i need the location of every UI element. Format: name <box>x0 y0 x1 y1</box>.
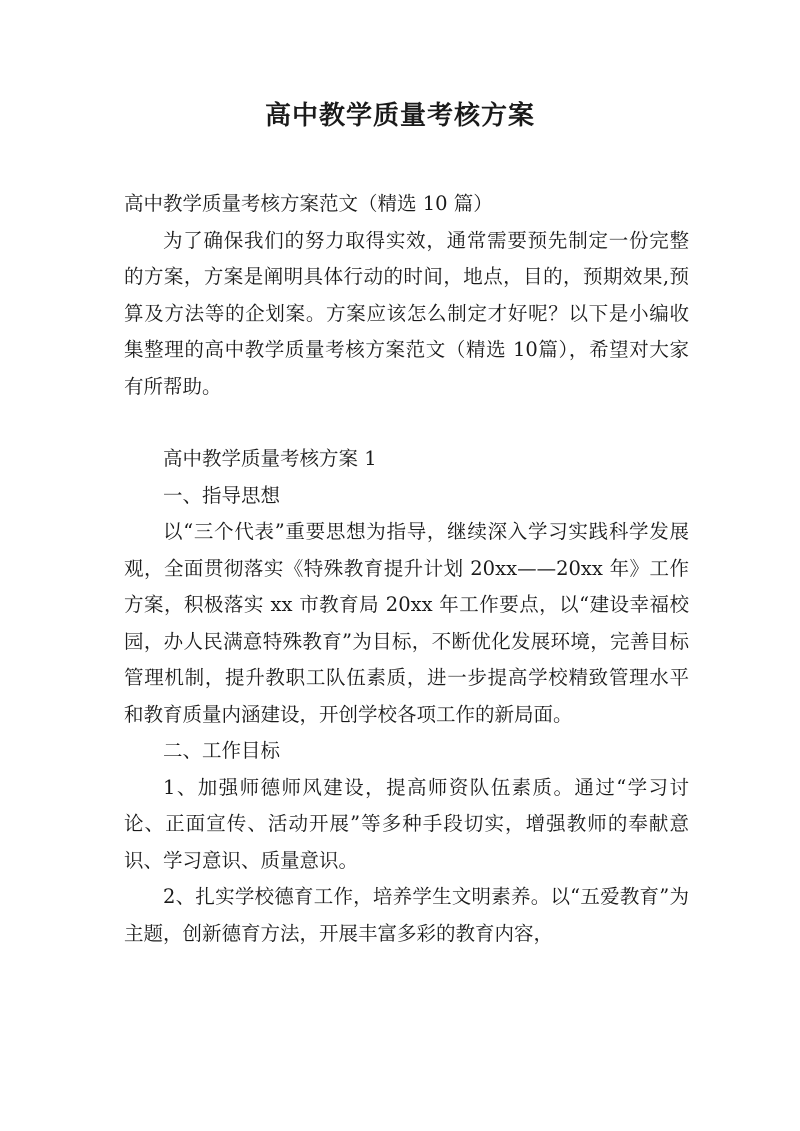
intro-paragraph: 为了确保我们的努力取得实效，通常需要预先制定一份完整的方案，方案是阐明具体行动的时间，地点，目的，预期效果,预算及方法等的企划案。方案应该怎么制定才好呢？以下是小编收集整理的高中教学质量考核方案范文（精选 10篇），希望对大家有所帮助。 <box>124 228 689 398</box>
document-body <box>124 186 689 952</box>
document-title: 高中教学质量考核方案 <box>264 101 535 131</box>
goal-1-paragraph: 1、加强师德师风建设，提高师资队伍素质。通过“学习讨论、正面宣传、活动开展”等多种手段切实，增强教师的奉献意识、学习意识、质量意识。 <box>124 775 689 872</box>
section-heading: 高中教学质量考核方案 1 <box>163 447 377 470</box>
paragraph-spacer <box>124 405 689 441</box>
goal-2-paragraph: 2、扎实学校德育工作，培养学生文明素养。以“五爱教育”为主题，创新德育方法，开展丰富多彩的教育内容， <box>124 885 689 945</box>
document-subtitle: 高中教学质量考核方案范文（精选 10 篇） <box>124 192 493 215</box>
part1-heading: 一、指导思想 <box>163 483 281 507</box>
part2-heading: 二、工作目标 <box>163 739 281 762</box>
part1-paragraph: 以“三个代表”重要思想为指导，继续深入学习实践科学发展观，全面贯彻落实《特殊教育提升计划 20xx——20xx 年》工作方案，积极落实 xx 市教育局 20xx 年工作要点，以“建设幸福校园，办人民满意特殊教育”为目标，不断优化发展环境，完善目标管理机制，提升教职工队伍素质，进一步提高学校精致管理水平和教育质量内涵建设，开创学校各项工作的新局面。 <box>124 520 689 726</box>
